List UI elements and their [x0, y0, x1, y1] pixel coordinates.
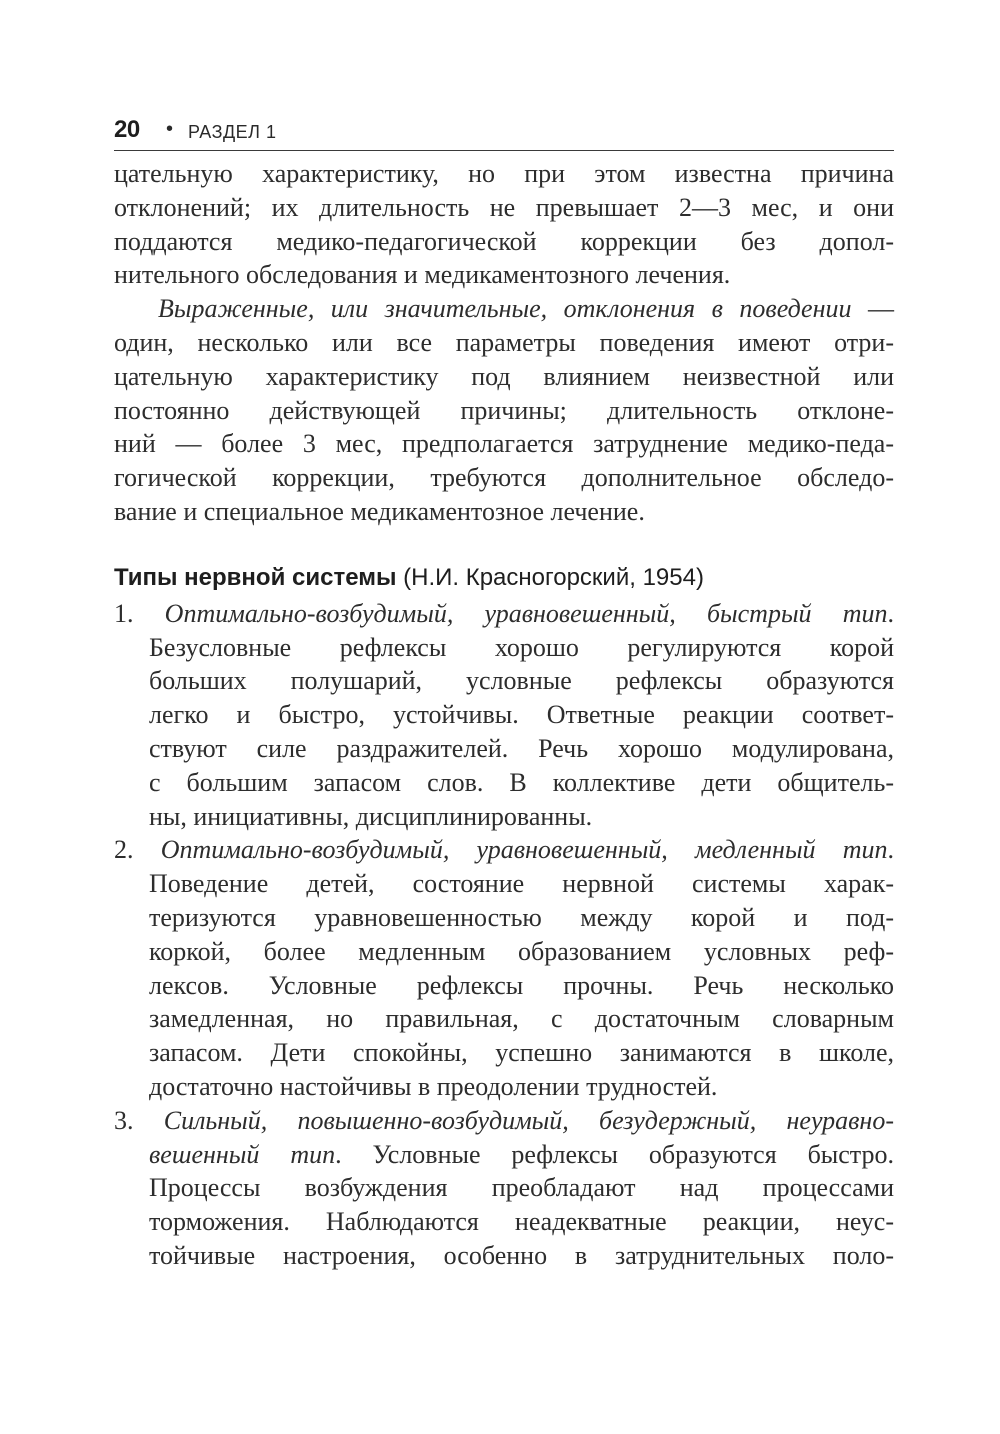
text-line: Процессы возбуждения преобладают над процессами [149, 1173, 894, 1203]
heading-citation: (Н.И. Красногорский, 1954) [396, 563, 704, 591]
text-line: коркой, более медленным образованием условных реф- [149, 936, 894, 966]
title-end: . [887, 835, 895, 865]
pronounced-term: Выраженные, или значительные, отклонения в поведении [158, 294, 852, 324]
list-item-1 [114, 597, 894, 834]
section-title: РАЗДЕЛ 1 [188, 122, 277, 142]
text-line: торможения. Наблюдаются неадекватные реакции, неус- [149, 1207, 894, 1237]
item-title-cont: вешенный тип [149, 1139, 336, 1169]
text-line: Безусловные рефлексы хорошо регулируются корой [149, 632, 894, 662]
heading-title: Типы нервной системы [114, 563, 397, 591]
pronounced-paragraph [114, 292, 894, 529]
item-number: 1. [114, 598, 134, 628]
title-end: . [887, 598, 894, 628]
text-line: лексов. Условные рефлексы прочны. Речь несколько [149, 970, 894, 1000]
text-line: один, несколько или все параметры поведения имеют отри- [114, 327, 894, 357]
text-line: гогической коррекции, требуются дополнительное обследо- [114, 463, 894, 493]
text-line: замедленная, но правильная, с достаточным словарным [149, 1004, 894, 1034]
text-line: вание и специальное медикаментозное лечение. [114, 496, 645, 526]
list-item-2 [114, 833, 894, 1103]
text-line: теризуются уравновешенностью между корой и под- [149, 902, 894, 932]
text-line [114, 833, 894, 867]
text-line: Поведение детей, состояние нервной системы харак- [149, 869, 894, 899]
text-line: отклонений; их длительность не превышает 2—3 мес, и они [114, 192, 894, 222]
text-line [114, 597, 894, 631]
item-title: Сильный, повышенно-возбудимый, безудержный, неуравно- [163, 1105, 894, 1135]
text-line: с большим запасом слов. В коллективе дети общитель- [149, 767, 894, 797]
text-line: ны, инициативны, дисциплинированны. [149, 801, 593, 831]
text-line: ствуют силе раздражителей. Речь хорошо модулирована, [149, 733, 894, 763]
intro-paragraph [114, 157, 894, 292]
page-number: 20 [114, 116, 140, 143]
section-heading [114, 559, 894, 597]
text-line: тойчивые настроения, особенно в затруднительных поло- [149, 1240, 894, 1270]
item-title: Оптимально-возбудимый, уравновешенный, быстрый тип [164, 598, 888, 628]
text-line: легко и быстро, устойчивы. Ответные реакции соответ- [149, 700, 894, 730]
text-line: цательную характеристику под влиянием неизвестной или [114, 361, 894, 391]
text-line: больших полушарий, условные рефлексы образуются [149, 666, 894, 696]
bullet-separator: • [166, 118, 174, 140]
title-rest: . Условные рефлексы образуются быстро. [335, 1139, 894, 1169]
text-line [114, 1138, 894, 1172]
text-line: достаточно настойчивы в преодолении трудностей. [149, 1071, 718, 1101]
text-line: цательную характеристику, но при этом известна причина [114, 159, 894, 188]
text-line: поддаются медико-педагогической коррекции без допол- [114, 226, 894, 256]
book-page [114, 110, 894, 1273]
dash: — [851, 294, 894, 324]
item-number: 3. [114, 1105, 134, 1135]
running-header [114, 110, 894, 151]
text-line: постоянно действующей причины; длительность отклоне- [114, 395, 894, 425]
item-title: Оптимально-возбудимый, уравновешенный, медленный тип [160, 835, 888, 865]
text-line: нительного обследования и медикаментозного лечения. [114, 260, 731, 290]
list-item-3 [114, 1104, 894, 1273]
text-line [114, 1104, 894, 1138]
item-number: 2. [114, 835, 134, 865]
text-line [114, 292, 894, 326]
text-line: ний — более 3 мес, предполагается затруднение медико-педа- [114, 429, 894, 459]
text-line: запасом. Дети спокойны, успешно занимаются в школе, [149, 1038, 894, 1068]
